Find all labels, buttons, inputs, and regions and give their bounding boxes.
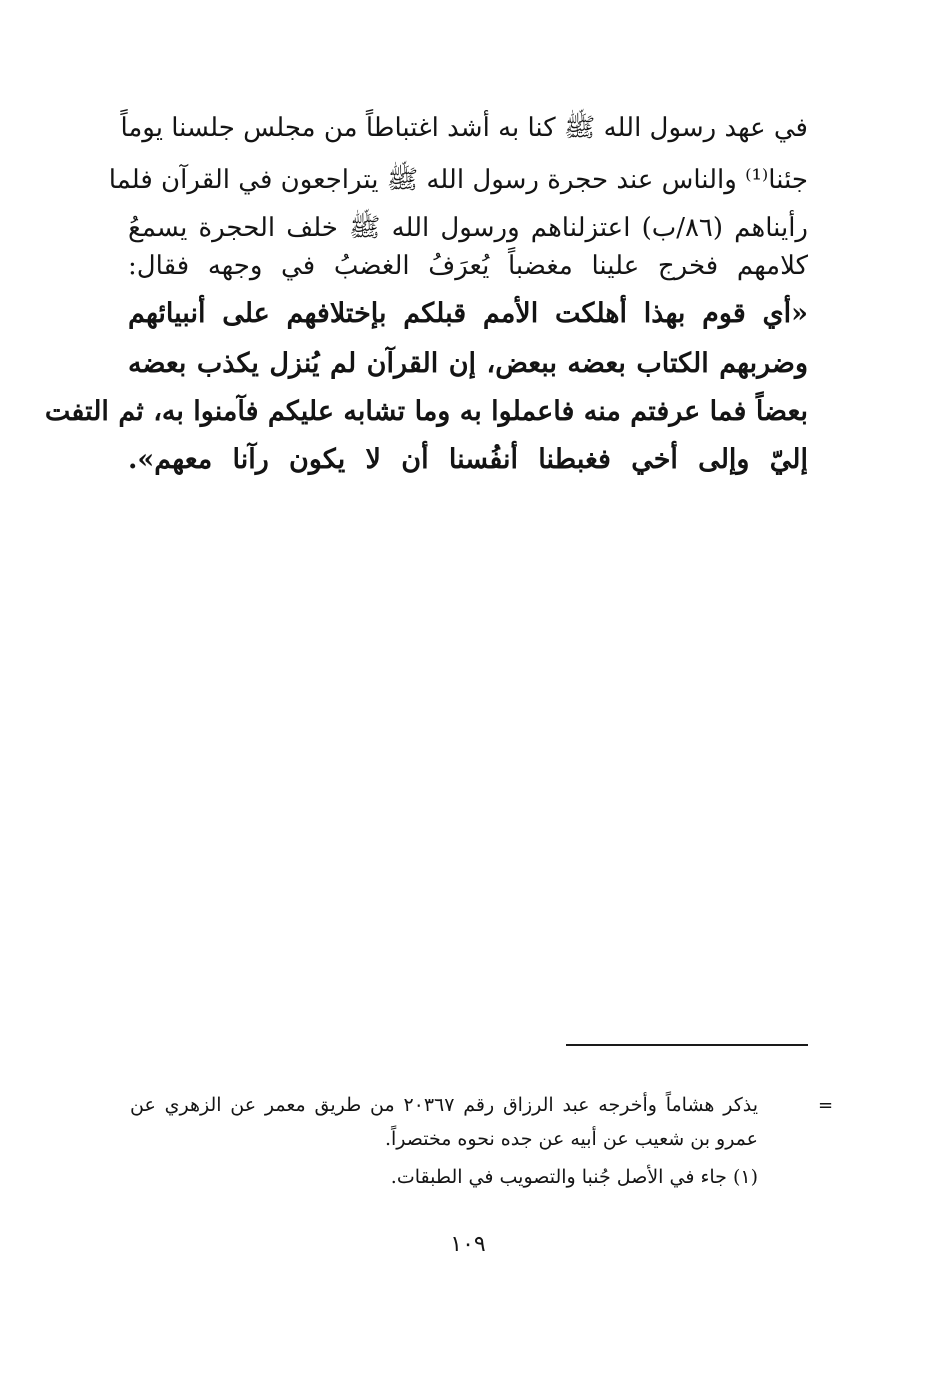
quote-line-3: بعضاً فما عرفتم منه فاعملوا به وما تشابه عليكم فآمنوا به، ثم التفت (44, 396, 808, 427)
footnote-continuation-line-2: عمرو بن شعيب عن أبيه عن جده نحوه مختصراً. (384, 1128, 758, 1150)
footnote-continuation-mark: = (818, 1095, 834, 1116)
footnote-1: (١) جاء في الأصل جُنبا والتصويب في الطبقات. (390, 1166, 758, 1188)
body-line-1: في عهد رسول الله ﷺ كنا به أشد اغتباطاً من مجلس جلسنا يوماً (120, 113, 808, 143)
page-number: ١٠٩ (450, 1232, 486, 1257)
quote-line-4: إليّ وإلى أخي فغبطنا أنفُسنا أن لا يكون رآنا معهم». (128, 444, 808, 475)
body-line-3: رأيناهم (٨٦/ب) اعتزلناهم ورسول الله ﷺ خلف الحجرة يسمعُ (128, 213, 808, 243)
body-line-2: جئنا⁽¹⁾ والناس عند حجرة رسول الله ﷺ يتراجعون في القرآن فلما (108, 165, 808, 195)
footnote-continuation-line-1: يذكر هشاماً وأخرجه عبد الرزاق رقم ٢٠٣٦٧ من طريق معمر عن الزهري عن (130, 1094, 758, 1116)
body-line-4: كلامهم فخرج علينا مغضباً يُعرَفُ الغضبُ في وجهه فقال: (128, 251, 808, 281)
quote-line-2: وضربهم الكتاب بعضه ببعض، إن القرآن لم يُنزل يكذب بعضه (128, 348, 808, 379)
quote-line-1: «أي قوم بهذا أهلكت الأمم قبلكم بإختلافهم على أنبيائهم (128, 298, 808, 329)
footnote-separator (566, 1044, 808, 1046)
